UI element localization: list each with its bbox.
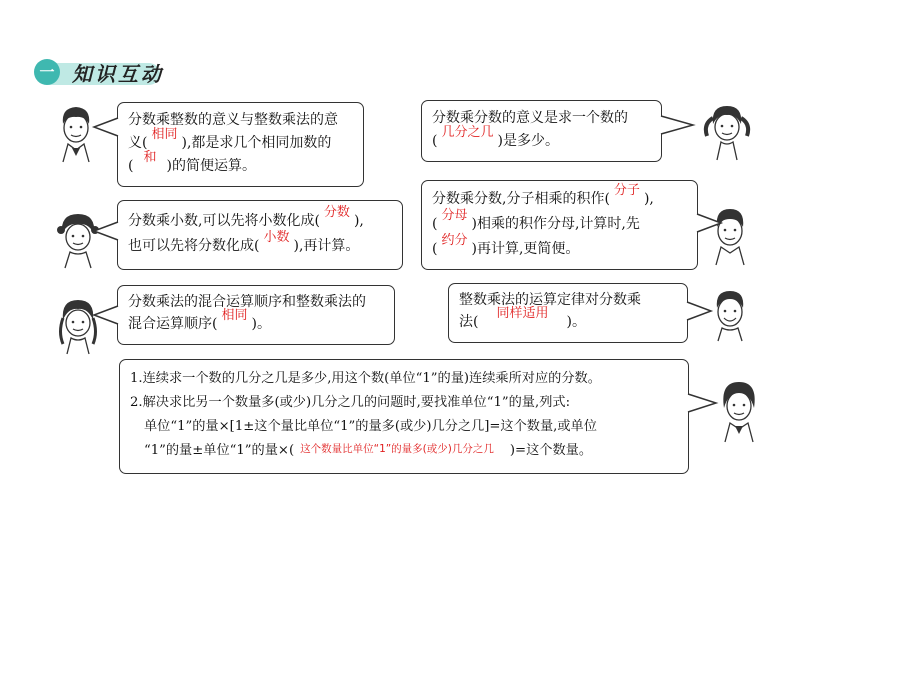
speech-bubble-laws-apply	[448, 283, 688, 343]
bubble5-line1: 分数乘分数,分子相乘的积作(分子),	[432, 183, 654, 207]
speech-bubble-fraction-times-fraction	[421, 100, 662, 162]
answer-reduce: 约分	[441, 233, 468, 248]
bubble7-tail	[687, 392, 717, 414]
answer-numerator: 分子	[613, 183, 640, 198]
girl-bob-avatar-icon	[716, 378, 762, 444]
bubble5-line2: (分母)相乘的积作分母,计算时,先	[432, 208, 640, 232]
speech-bubble-mixed-operations	[117, 285, 395, 345]
answer-same: 相同	[151, 127, 178, 142]
girl-pigtails-avatar-icon	[703, 102, 751, 162]
bubble1-line2: 义(相同),都是求几个相同加数的	[128, 127, 332, 151]
boy-smiling-avatar-icon	[708, 288, 752, 342]
answer-decimal: 小数	[263, 230, 290, 245]
bubble4-tail	[660, 114, 694, 136]
bubble7-line1: 1.连续求一个数的几分之几是多少,用这个数(单位“1”的量)连续乘所对应的分数。	[130, 371, 601, 386]
answer-denominator: 分母	[441, 208, 468, 223]
bubble3-tail	[93, 304, 119, 326]
bubble1-line1: 分数乘整数的意义与整数乘法的意	[128, 112, 338, 128]
bubble4-line2: (几分之几)是多少。	[432, 125, 559, 149]
answer-same-order: 相同	[221, 308, 248, 323]
answer-formula: 这个数量比单位“1”的量多(或少)几分之几	[300, 443, 494, 455]
bubble3-line2: 混合运算顺序(相同)。	[128, 308, 271, 332]
bubble5-tail	[696, 212, 722, 234]
bubble3-line1: 分数乘法的混合运算顺序和整数乘法的	[128, 294, 366, 310]
bubble5-line3: (约分)再计算,更简便。	[432, 233, 580, 257]
section-title: 知识互动	[72, 62, 164, 86]
answer-also-applies: 同样适用	[496, 306, 549, 321]
bubble2-line1: 分数乘小数,可以先将小数化成(分数),	[128, 205, 364, 229]
boy-avatar-icon	[55, 104, 97, 164]
bubble6-line2: 法(同样适用)。	[459, 306, 586, 330]
bubble7-line4: “1”的量±单位“1”的量×( 这个数量比单位“1”的量多(或少)几分之几 )=这个数量。	[144, 443, 593, 458]
speech-bubble-multiply-integer	[117, 102, 364, 187]
bubble6-line1: 整数乘法的运算定律对分数乘	[459, 292, 641, 308]
bubble1-line3: (和)的简便运算。	[128, 150, 256, 174]
speech-bubble-numerator-denominator	[421, 180, 698, 270]
bubble2-line2: 也可以先将分数化成(小数),再计算。	[128, 230, 360, 254]
bubble2-tail	[93, 220, 119, 242]
answer-fraction: 分数	[323, 205, 350, 220]
bubble7-line3: 单位“1”的量×[1±这个量比单位“1”的量多(或少)几分之几]=这个数量,或单位	[144, 419, 597, 434]
bubble1-tail	[93, 116, 119, 138]
answer-sum: 和	[143, 150, 157, 165]
section-number-badge: 一	[34, 59, 60, 85]
speech-bubble-continuous-fraction	[119, 359, 689, 474]
bubble6-tail	[686, 300, 712, 322]
answer-fraction-part: 几分之几	[441, 125, 494, 140]
bubble4-line1: 分数乘分数的意义是求一个数的	[432, 110, 628, 126]
speech-bubble-multiply-decimal	[117, 200, 403, 270]
section-header	[34, 56, 164, 90]
bubble7-line2: 2.解决求比另一个数量多(或少)几分之几的问题时,要找准单位“1”的量,列式:	[130, 395, 571, 410]
